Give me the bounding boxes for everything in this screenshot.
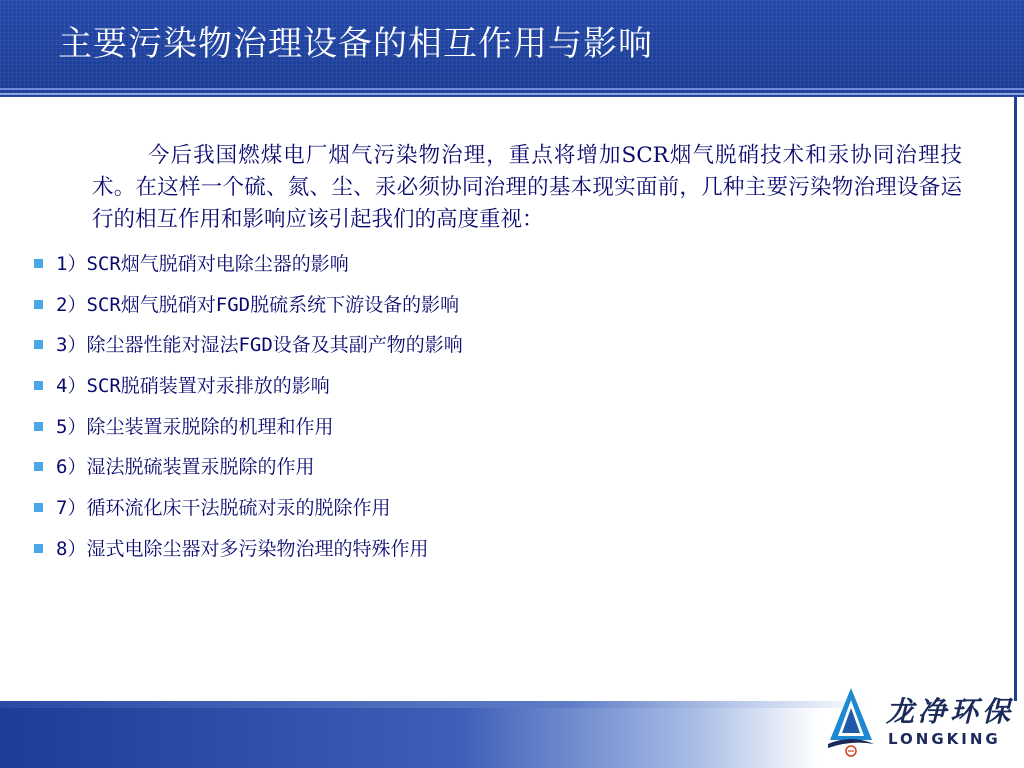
list-item — [12, 447, 962, 488]
square-bullet-icon — [34, 544, 43, 553]
list-item-text: 6）湿法脱硫装置汞脱除的作用 — [56, 456, 315, 479]
square-bullet-icon — [34, 503, 43, 512]
square-bullet-icon — [34, 300, 43, 309]
title-bar-rule — [0, 88, 1024, 90]
slide-title: 主要污染物治理设备的相互作用与影响 — [58, 24, 653, 64]
square-bullet-icon — [34, 462, 43, 471]
slide-body — [56, 140, 962, 570]
list-item — [12, 488, 962, 529]
logo-chinese-name: 龙净环保 — [886, 695, 1015, 728]
square-bullet-icon — [34, 259, 43, 268]
square-bullet-icon — [34, 381, 43, 390]
list-item-text: 5）除尘装置汞脱除的机理和作用 — [56, 415, 334, 438]
list-item — [12, 325, 962, 366]
list-item-text: 4）SCR脱硝装置对汞排放的影响 — [56, 375, 330, 398]
square-bullet-icon — [34, 422, 43, 431]
list-item-text: 3）除尘器性能对湿法FGD设备及其副产物的影响 — [56, 334, 463, 357]
right-border-rule — [1014, 97, 1017, 702]
list-item-text: 1）SCR烟气脱硝对电除尘器的影响 — [56, 253, 349, 275]
list-item — [12, 285, 962, 326]
list-item-text: 2）SCR烟气脱硝对FGD脱硫系统下游设备的影响 — [56, 293, 460, 316]
logo-english-name: LONGKING — [888, 730, 1001, 748]
item-list — [56, 244, 962, 570]
longking-logo-icon — [824, 686, 878, 758]
title-bar-rule-lower — [0, 93, 1024, 95]
intro-paragraph: 今后我国燃煤电厂烟气污染物治理，重点将增加SCR烟气脱硝技术和汞协同治理技术。在这样一个硫、氮、尘、汞必须协同治理的基本现实面前，几种主要污染物治理设备运行的相互作用和影响应该引起我们的高度重视： — [92, 143, 962, 232]
list-item — [12, 529, 962, 570]
square-bullet-icon — [34, 340, 43, 349]
list-item-text: 8）湿式电除尘器对多污染物治理的特殊作用 — [56, 537, 429, 560]
list-item — [12, 407, 962, 448]
company-logo — [824, 686, 1014, 758]
title-bar — [0, 0, 1024, 97]
list-item — [12, 244, 962, 285]
list-item — [12, 366, 962, 407]
list-item-text: 7）循环流化床干法脱硫对汞的脱除作用 — [56, 497, 391, 520]
